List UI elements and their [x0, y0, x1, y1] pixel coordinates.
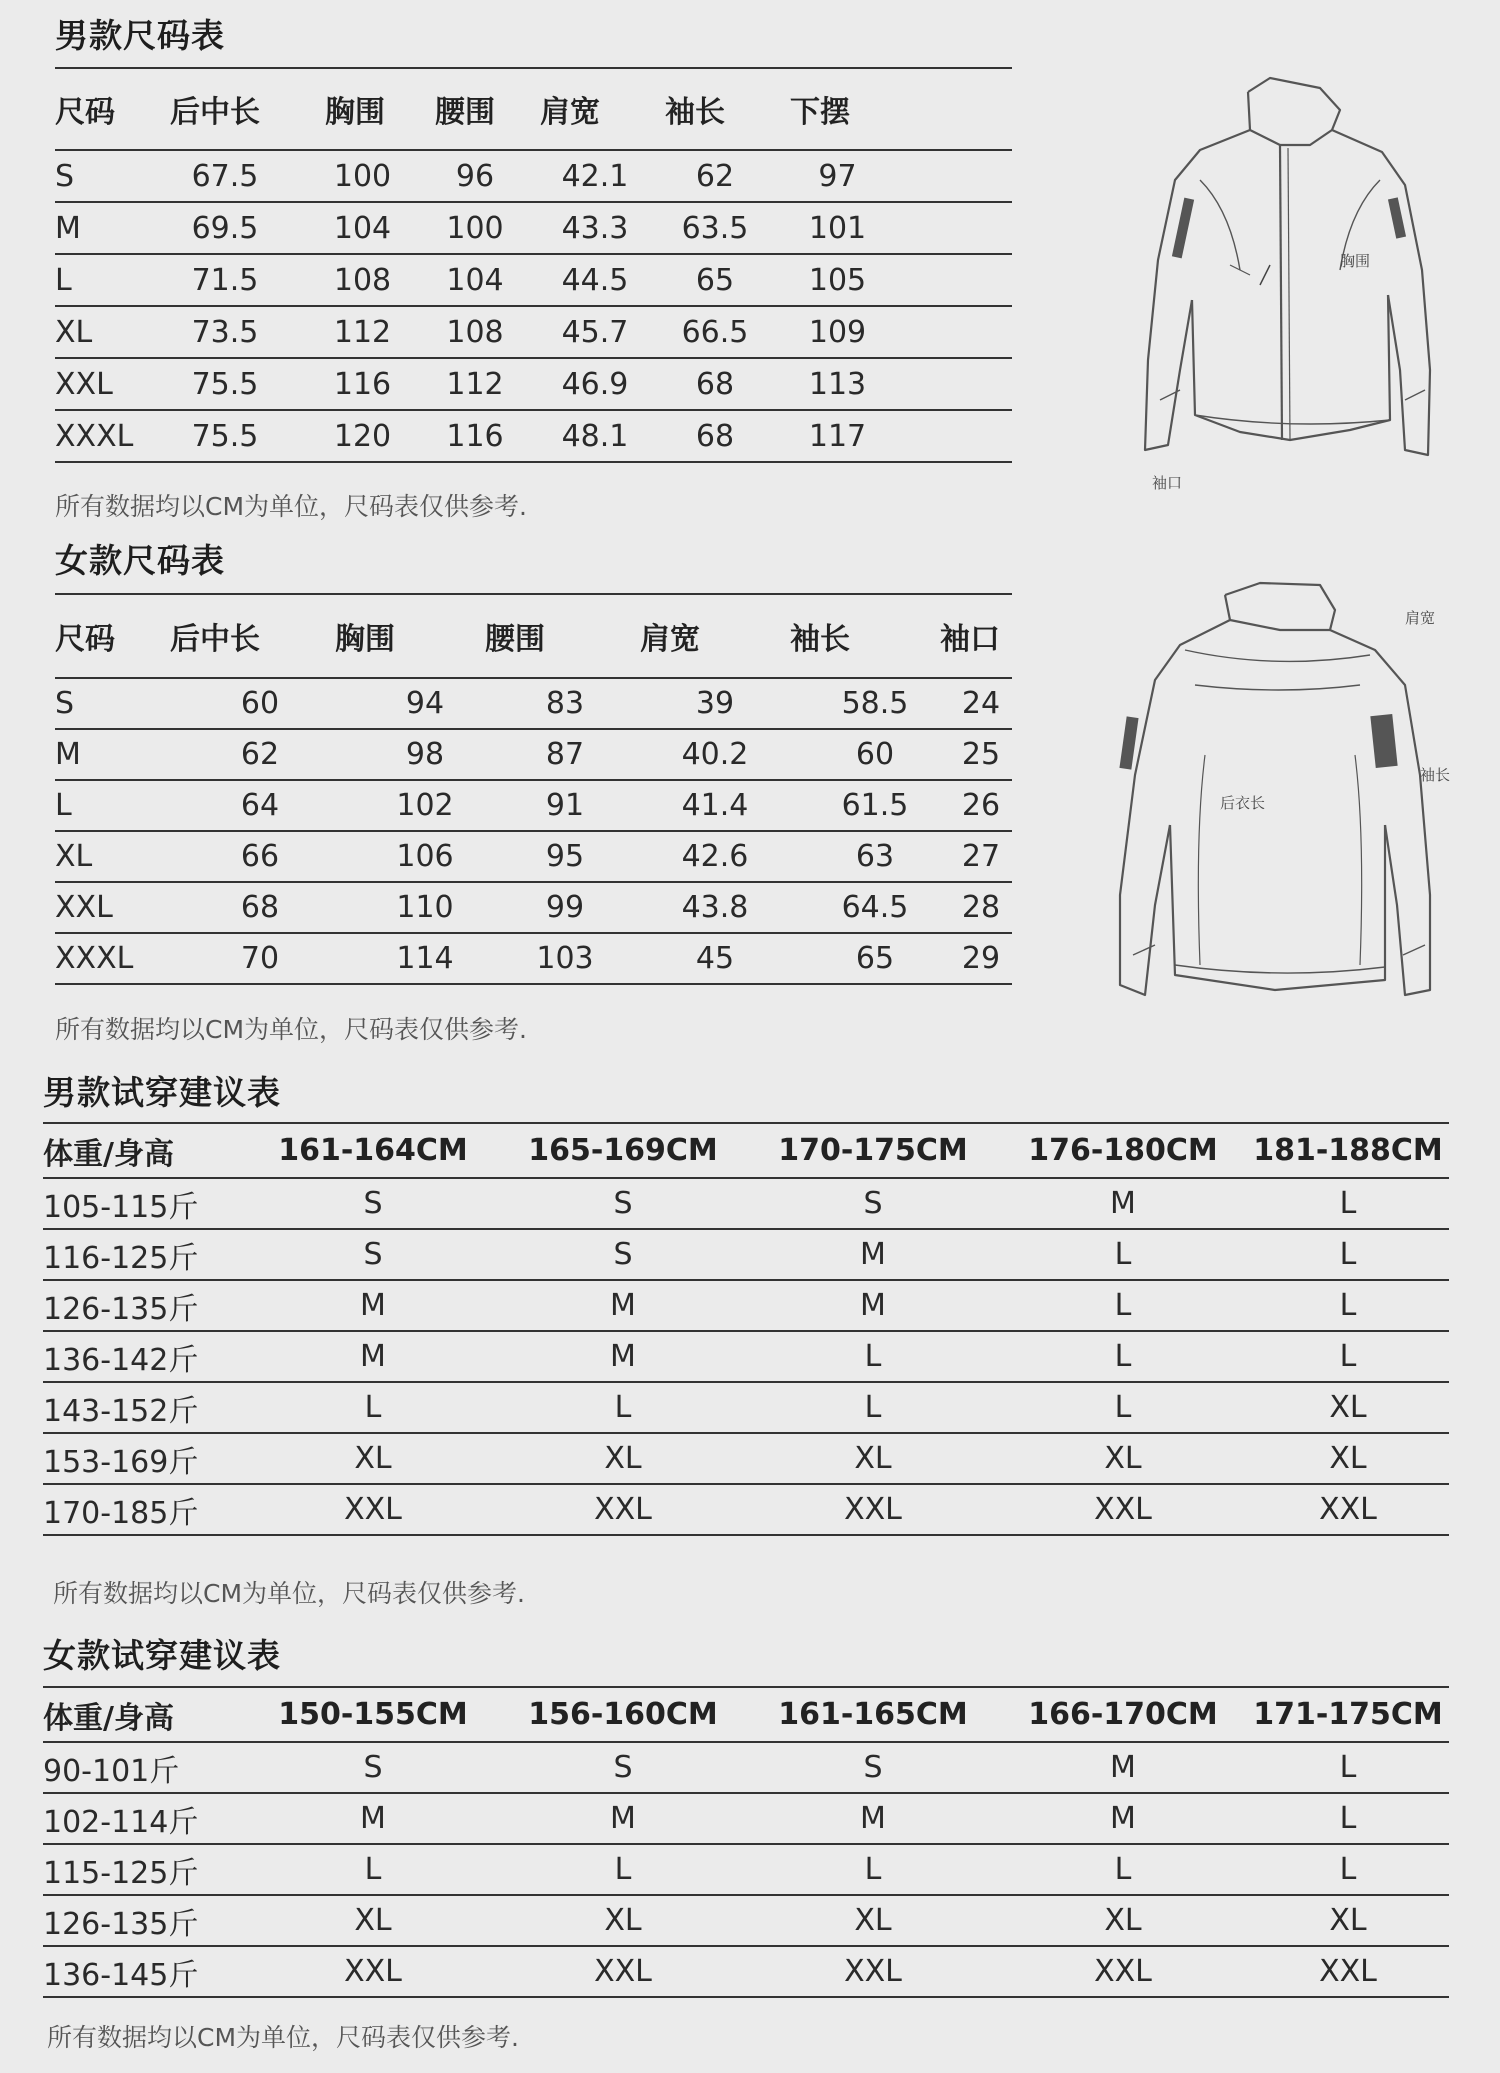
women-fit-cell: XL: [354, 1903, 392, 1938]
men-size-cell: 100: [333, 158, 392, 194]
men-size-table: [55, 67, 1012, 463]
women-fit-cell: XL: [1329, 1903, 1367, 1938]
women-size-cell: 26: [961, 788, 1001, 823]
men-size-cell: 117: [808, 418, 867, 454]
women-size-table-row: [55, 883, 1012, 934]
jacket-back-sleeve-label: 袖长: [1420, 766, 1451, 784]
men-fit-cell: L: [1339, 1288, 1357, 1323]
men-fit-cell: XL: [1329, 1390, 1367, 1425]
women-size-cell: 87: [545, 737, 585, 772]
women-size-cell: L: [55, 788, 72, 823]
men-fit-cell: M: [1110, 1186, 1136, 1221]
men-size-header-cell: 袖长: [665, 95, 725, 130]
women-size-cell: 62: [240, 737, 280, 772]
men-fit-cell: L: [1114, 1237, 1132, 1272]
men-size-cell: 96: [455, 158, 495, 194]
men-size-cell: 43.3: [561, 210, 629, 246]
women-size-cell: 64: [240, 788, 280, 823]
women-fit-header-cell: 171-175CM: [1253, 1697, 1443, 1732]
jacket-back-length-label: 后衣长: [1220, 794, 1266, 812]
men-size-cell: 69.5: [191, 210, 259, 246]
women-fit-cell: 115-125斤: [43, 1855, 199, 1891]
women-size-table-row: [55, 832, 1012, 883]
women-fit-table-row: [43, 1845, 1449, 1896]
men-size-cell: 46.9: [561, 366, 629, 402]
men-fit-cell: 170-185斤: [43, 1495, 199, 1531]
women-size-header-cell: 袖长: [790, 622, 850, 657]
women-fit-header-cell: 150-155CM: [278, 1697, 468, 1732]
women-size-header-cell: 胸围: [335, 622, 395, 657]
women-size-header-cell: 腰围: [485, 622, 545, 657]
women-fit-cell: XL: [604, 1903, 642, 1938]
men-size-cell: 120: [333, 418, 392, 454]
men-size-cell: 104: [333, 210, 392, 246]
women-size-title: 女款尺码表: [55, 541, 225, 580]
men-size-cell: 113: [808, 366, 867, 402]
men-size-cell: 116: [333, 366, 392, 402]
men-size-table-row: [55, 203, 1012, 255]
jacket-front-chest-label: 胸围: [1340, 252, 1371, 270]
women-fit-cell: M: [360, 1801, 386, 1836]
men-fit-cell: M: [860, 1288, 886, 1323]
women-size-cell: XXXL: [55, 941, 134, 976]
women-fit-table-row: [43, 1794, 1449, 1845]
women-fit-table-row: [43, 1896, 1449, 1947]
men-size-cell: 65: [695, 262, 735, 298]
men-fit-cell: L: [1339, 1339, 1357, 1374]
women-size-cell: 41.4: [681, 788, 749, 823]
women-size-cell: 42.6: [681, 839, 749, 874]
women-fit-cell: XL: [1104, 1903, 1142, 1938]
men-fit-cell: S: [613, 1186, 633, 1221]
men-size-table-row: [55, 151, 1012, 203]
men-fit-header-cell: 161-164CM: [278, 1133, 468, 1168]
women-fit-cell: 126-135斤: [43, 1906, 199, 1942]
men-size-cell: 68: [695, 366, 735, 402]
women-fit-cell: M: [860, 1801, 886, 1836]
men-fit-table-row: [43, 1281, 1449, 1332]
men-fit-cell: L: [1114, 1339, 1132, 1374]
men-size-cell: 75.5: [191, 418, 259, 454]
women-fit-cell: S: [613, 1750, 633, 1785]
women-fit-cell: L: [614, 1852, 632, 1887]
men-fit-header-row: [43, 1122, 1449, 1179]
women-fit-table: [43, 1686, 1449, 1998]
women-size-cell: 61.5: [841, 788, 909, 823]
women-size-cell: 91: [545, 788, 585, 823]
men-fit-title: 男款试穿建议表: [43, 1073, 281, 1112]
men-size-cell: 108: [333, 262, 392, 298]
men-size-cell: 97: [818, 158, 857, 194]
men-size-header-cell: 下摆: [790, 95, 850, 130]
women-size-cell: 58.5: [841, 686, 909, 721]
men-fit-table-row: [43, 1332, 1449, 1383]
women-size-cell: 45: [695, 941, 735, 976]
men-fit-cell: 136-142斤: [43, 1342, 199, 1378]
men-fit-header-cell: 181-188CM: [1253, 1133, 1443, 1168]
women-size-cell: 64.5: [841, 890, 909, 925]
women-size-cell: 40.2: [681, 737, 749, 772]
men-fit-cell: M: [610, 1288, 636, 1323]
men-size-table-row: [55, 255, 1012, 307]
men-fit-cell: L: [864, 1390, 882, 1425]
women-size-cell: 39: [695, 686, 735, 721]
men-size-cell: 100: [446, 210, 504, 246]
men-fit-header-cell: 165-169CM: [528, 1133, 718, 1168]
men-size-header-cell: 胸围: [325, 95, 385, 130]
women-size-note: 所有数据均以CM为单位，尺码表仅供参考.: [55, 1015, 527, 1044]
women-size-cell: 29: [961, 941, 1001, 976]
men-fit-cell: 116-125斤: [43, 1240, 199, 1276]
men-size-cell: 48.1: [561, 418, 629, 454]
women-fit-cell: XXL: [844, 1954, 902, 1989]
men-fit-cell: XXL: [594, 1492, 652, 1527]
women-fit-header-cell: 体重/身高: [43, 1700, 174, 1736]
men-size-cell: 68: [695, 418, 735, 454]
men-fit-table-row: [43, 1485, 1449, 1536]
men-fit-cell: XL: [1329, 1441, 1367, 1476]
men-size-table-row: [55, 307, 1012, 359]
women-size-cell: 99: [545, 890, 585, 925]
men-size-cell: 45.7: [561, 314, 629, 350]
men-size-cell: 105: [808, 262, 867, 298]
women-fit-cell: L: [1339, 1801, 1357, 1836]
women-fit-table-row: [43, 1743, 1449, 1794]
men-size-cell: 116: [446, 418, 504, 454]
women-size-cell: 94: [405, 686, 445, 721]
women-size-cell: XL: [55, 839, 93, 874]
women-fit-cell: 90-101斤: [43, 1753, 180, 1789]
women-size-cell: 106: [396, 839, 454, 874]
women-size-cell: 70: [240, 941, 280, 976]
women-size-cell: 66: [240, 839, 280, 874]
women-size-header-cell: 袖口: [940, 622, 1000, 657]
men-fit-header-cell: 176-180CM: [1028, 1133, 1218, 1168]
women-fit-table-row: [43, 1947, 1449, 1998]
men-fit-header-cell: 170-175CM: [778, 1133, 968, 1168]
women-size-cell: 98: [405, 737, 445, 772]
men-fit-cell: XXL: [1319, 1492, 1377, 1527]
women-fit-cell: M: [1110, 1750, 1136, 1785]
men-size-header-row: [55, 67, 1012, 151]
men-size-cell: 42.1: [561, 158, 629, 194]
women-fit-cell: S: [863, 1750, 883, 1785]
men-fit-cell: XL: [604, 1441, 642, 1476]
men-size-cell: 62: [695, 158, 735, 194]
women-size-cell: 95: [545, 839, 585, 874]
women-size-cell: 43.8: [681, 890, 749, 925]
women-size-cell: 68: [240, 890, 280, 925]
men-size-title: 男款尺码表: [55, 16, 225, 55]
men-size-cell: L: [55, 262, 72, 298]
women-fit-cell: M: [1110, 1801, 1136, 1836]
women-size-table-row: [55, 730, 1012, 781]
men-fit-cell: L: [1114, 1390, 1132, 1425]
women-size-header-cell: 肩宽: [640, 622, 700, 657]
women-size-cell: 60: [240, 686, 280, 721]
women-fit-cell: XXL: [344, 1954, 402, 1989]
men-size-cell: 108: [446, 314, 504, 350]
women-size-cell: M: [55, 737, 81, 772]
men-size-cell: 67.5: [191, 158, 259, 194]
women-size-cell: 110: [396, 890, 454, 925]
men-fit-table-row: [43, 1230, 1449, 1281]
men-fit-header-cell: 体重/身高: [43, 1136, 174, 1172]
men-fit-table-row: [43, 1179, 1449, 1230]
men-fit-cell: S: [613, 1237, 633, 1272]
men-fit-cell: M: [610, 1339, 636, 1374]
men-fit-table-row: [43, 1434, 1449, 1485]
men-fit-cell: 126-135斤: [43, 1291, 199, 1327]
men-fit-cell: 105-115斤: [43, 1189, 199, 1225]
women-size-cell: XXL: [55, 890, 113, 925]
women-fit-cell: XXL: [1094, 1954, 1152, 1989]
men-fit-cell: L: [864, 1339, 882, 1374]
men-size-cell: 109: [808, 314, 867, 350]
men-fit-cell: S: [363, 1186, 383, 1221]
women-fit-cell: L: [864, 1852, 882, 1887]
women-size-header-cell: 后中长: [170, 622, 260, 657]
men-size-cell: XXXL: [55, 418, 134, 454]
jacket-front-cuff-label: 袖口: [1152, 474, 1183, 492]
women-size-table-row: [55, 934, 1012, 985]
men-fit-cell: S: [863, 1186, 883, 1221]
men-size-header-cell: 腰围: [435, 95, 495, 130]
women-size-table-row: [55, 781, 1012, 832]
women-fit-header-row: [43, 1686, 1449, 1743]
women-fit-title: 女款试穿建议表: [43, 1636, 281, 1675]
men-size-cell: 73.5: [191, 314, 259, 350]
jacket-back-shoulder-label: 肩宽: [1405, 609, 1436, 627]
women-size-header-cell: 尺码: [55, 622, 115, 657]
women-size-cell: 103: [536, 941, 594, 976]
women-fit-header-cell: 166-170CM: [1028, 1697, 1218, 1732]
women-size-cell: 83: [545, 686, 585, 721]
men-fit-cell: L: [614, 1390, 632, 1425]
men-size-cell: 101: [808, 210, 867, 246]
men-size-cell: 112: [333, 314, 392, 350]
men-fit-cell: 143-152斤: [43, 1393, 199, 1429]
women-size-cell: 65: [855, 941, 895, 976]
men-fit-cell: S: [363, 1237, 383, 1272]
women-size-header-row: [55, 593, 1012, 679]
men-fit-cell: 153-169斤: [43, 1444, 199, 1480]
men-size-cell: 71.5: [191, 262, 259, 298]
men-size-note: 所有数据均以CM为单位，尺码表仅供参考.: [55, 492, 527, 521]
men-size-cell: 66.5: [681, 314, 749, 350]
women-size-table-row: [55, 679, 1012, 730]
women-fit-cell: L: [364, 1852, 382, 1887]
men-fit-cell: XL: [854, 1441, 892, 1476]
women-size-cell: 25: [961, 737, 1001, 772]
men-fit-table: [43, 1122, 1449, 1536]
men-size-header-cell: 尺码: [55, 95, 115, 130]
women-size-cell: S: [55, 686, 75, 721]
women-fit-cell: M: [610, 1801, 636, 1836]
men-fit-cell: L: [1339, 1186, 1357, 1221]
men-fit-cell: L: [364, 1390, 382, 1425]
women-size-cell: 114: [396, 941, 454, 976]
women-fit-cell: 136-145斤: [43, 1957, 199, 1993]
men-fit-cell: XL: [1104, 1441, 1142, 1476]
women-size-table: [55, 593, 1012, 985]
women-size-cell: 102: [396, 788, 454, 823]
women-fit-cell: XL: [854, 1903, 892, 1938]
men-fit-table-row: [43, 1383, 1449, 1434]
women-size-cell: 63: [855, 839, 895, 874]
women-fit-note: 所有数据均以CM为单位，尺码表仅供参考.: [47, 2023, 519, 2052]
men-size-cell: 75.5: [191, 366, 259, 402]
jacket-back-illustration: [1085, 575, 1495, 1015]
men-size-cell: 104: [446, 262, 504, 298]
men-size-cell: XXL: [55, 366, 113, 402]
men-fit-cell: XL: [354, 1441, 392, 1476]
men-fit-cell: L: [1114, 1288, 1132, 1323]
men-fit-cell: M: [860, 1237, 886, 1272]
women-size-cell: 60: [855, 737, 895, 772]
men-fit-cell: M: [360, 1288, 386, 1323]
jacket-front-illustration: [1100, 70, 1440, 500]
men-fit-cell: M: [360, 1339, 386, 1374]
women-size-cell: 28: [961, 890, 1001, 925]
men-size-header-cell: 肩宽: [540, 95, 600, 130]
women-fit-header-cell: 161-165CM: [778, 1697, 968, 1732]
women-fit-cell: L: [1339, 1852, 1357, 1887]
women-fit-cell: S: [363, 1750, 383, 1785]
women-fit-cell: 102-114斤: [43, 1804, 199, 1840]
women-fit-cell: L: [1114, 1852, 1132, 1887]
women-fit-cell: XXL: [1319, 1954, 1377, 1989]
women-fit-header-cell: 156-160CM: [528, 1697, 718, 1732]
men-fit-cell: XXL: [344, 1492, 402, 1527]
men-size-cell: 63.5: [681, 210, 749, 246]
women-size-cell: 27: [961, 839, 1001, 874]
men-size-header-cell: 后中长: [170, 95, 260, 130]
women-size-cell: 24: [961, 686, 1001, 721]
men-fit-cell: XXL: [844, 1492, 902, 1527]
women-fit-cell: L: [1339, 1750, 1357, 1785]
men-size-table-row: [55, 411, 1012, 463]
men-size-cell: S: [55, 158, 75, 194]
men-size-cell: 112: [446, 366, 504, 402]
men-size-table-row: [55, 359, 1012, 411]
men-fit-cell: XXL: [1094, 1492, 1152, 1527]
men-size-cell: 44.5: [561, 262, 629, 298]
women-fit-cell: XXL: [594, 1954, 652, 1989]
men-fit-note: 所有数据均以CM为单位，尺码表仅供参考.: [53, 1579, 525, 1608]
men-size-cell: XL: [55, 314, 93, 350]
men-fit-cell: L: [1339, 1237, 1357, 1272]
men-size-cell: M: [55, 210, 81, 246]
